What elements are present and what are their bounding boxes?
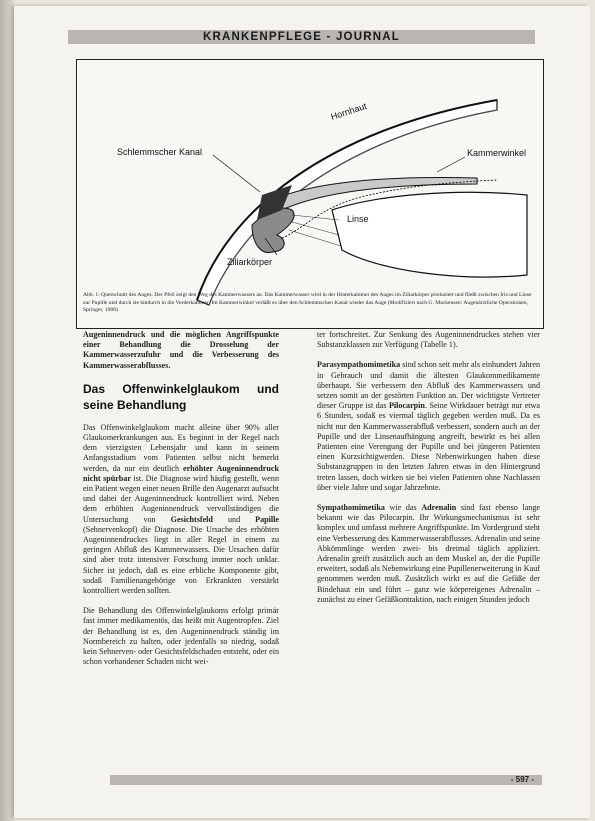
label-schlemmscher-kanal: Schlemmscher Kanal: [117, 147, 203, 157]
left-paragraph-1: Das Offenwinkelglaukom macht alleine über 90% aller Glaukomerkrankungen aus. Es beginnt in der Regel nach dem vierzigsten Lebensjahr und kann in seinem Anfangsstadium vom Patienten selbst nicht bemerkt werden, da nur ein deutlich erhöhter Augeninnendruck nicht spürbar ist. Die Diagnose wird häufig gestellt, wenn ein Patient wegen einer neuen Brille den Augenarzt aufsucht und dabei der Augeninnendruck kontrolliert wird. Neben dem erhöhten Augeninnendruck vervollständigen die Untersuchung von Gesichtsfeld und Papille (Sehnervenkopf) die Diagnose. Die Ursache des erhöhten Augeninnendruckes liegt in aller Regel in einem zu geringen Abfluß des Kammerwassers. Die Ursachen dafür sind aber trotz intensiver Forschung immer noch unklar. Sicher ist jedoch, daß es eine erbliche Komponente gibt, sodaß Familienangehörige von Erkrankten verstärkt kontrolliert werden sollten.: [83, 422, 280, 596]
left-intro-paragraph: [83, 330, 279, 371]
right-column: [317, 330, 540, 605]
right-paragraph-2: Sympathomimetika wie das Adrenalin sind fast ebenso lange bekannt wie das Pilocarpin. Ihr Wirkungsmechanismus ist sehr komplex und umfasst mehrere Angriffspunkte. Im Vordergrund steht eine Verbesserung des Kammerwasserabflusses. Adrenalin und seine Abkömmlinge werden zwei- bis dreimal täglich appliziert. Adrenalin greift zusätzlich auch an dem Muskel an, der die Pupille erweitert, sodaß als Nebenwirkung eine Pupillenerweiterung in Kauf genommen werden muß. Zusätzlich wirkt es auf die Gefäße der Bindehaut ein und führt – ganz wie körpereigenes Adrenalin – zunächst zu einer Gefäßkontraktion, nach einigen Stunden jedoch: [317, 503, 540, 604]
left-paragraph-2: Die Behandlung des Offenwinkelglaukoms erfolgt primär fast immer medikamentös, das heißt mit Augentropfen. Ziel der Behandlung ist es, den Augeninnendruck ständig im Normbereich zu halten, oder jedenfalls so niedrig, sodaß kein Sehnerven- oder Gesichtsfeldschaden entsteht, oder ein schon vorhandener Schaden nicht wei-: [83, 606, 279, 667]
label-hornhaut: Hornhaut: [329, 100, 368, 122]
left-intro-text: Augeninnendruck und die möglichen Angriffspunkte einer Behandlung die Drosselung der Kammerwasserzufuhr und die Verbesserung des Kammerwasserabflusses.: [83, 330, 279, 370]
label-linse: Linse: [347, 214, 369, 224]
section-heading: Das Offenwinkelglaukom und seine Behandlung: [83, 381, 279, 412]
journal-header: [68, 30, 535, 44]
figure-caption: Abb. 1: Querschnitt des Auges. Der Pfeil zeigt den Weg des Kammerwassers an. Das Kammerwasser wird in der Hinterkammer des Auges im Ziliarkörper produziert und fließt zwischen Iris und Linse zur Pupille und durch sie hindurch in die Vorderkammer. Im Kammerwinkel verläßt es über den Schlemmschen Kanal wieder das Auge (Modifiziert nach G. Mackensen: Augenärztliche Operationen, Springer, 1988): [83, 292, 532, 314]
left-column: [83, 330, 279, 667]
page-number: - 597 -: [510, 775, 534, 784]
book-binding: [0, 0, 14, 821]
lens-shape: [332, 192, 527, 277]
eye-cross-section-figure: [76, 59, 544, 329]
label-kammerwinkel: Kammerwinkel: [467, 148, 527, 158]
label-ziliarkoerper: Ziliarkörper: [227, 257, 273, 267]
journal-title: KRANKENPFLEGE - JOURNAL: [203, 31, 400, 43]
right-intro-paragraph: ter fortschreitet. Zur Senkung des Augeninnendruckes stehen vier Substanzklassen zur Verfügung (Tabelle 1).: [317, 330, 540, 350]
eye-diagram: [77, 60, 543, 328]
right-paragraph-1: Parasympathomimetika sind schon seit mehr als einhundert Jahren in Gebrauch und damit die ältesten Glaukommedikamente überhaupt. Sie verbessern den Abfluß des Kammerwassers und setzen somit an der gestörten Funktion an. Der wichtigste Vertreter dieser Gruppe ist das Pilocarpin. Seine Wirkdauer beträgt nur etwa 6 Stunden, sodaß es viermal täglich gegeben werden muß. Da es nicht nur den Kammerwasserabfluß verbessert, sondern auch an der Pupille und der Linsenaufhängung angreift, bewirkt es bei allen Patienten eine Verengung der Pupille und bei jüngeren Patienten einen Kurzsichtigwerden. Diese Nebenwirkungen haben diese Substanzgruppen in den letzten Jahren etwas in den Hintergrund treten lassen, doch wirken sie bei vielen Patienten ohne Nachlassen über viele Jahre und sogar Jahrzehnte.: [317, 360, 540, 492]
page-footer: [110, 775, 542, 785]
